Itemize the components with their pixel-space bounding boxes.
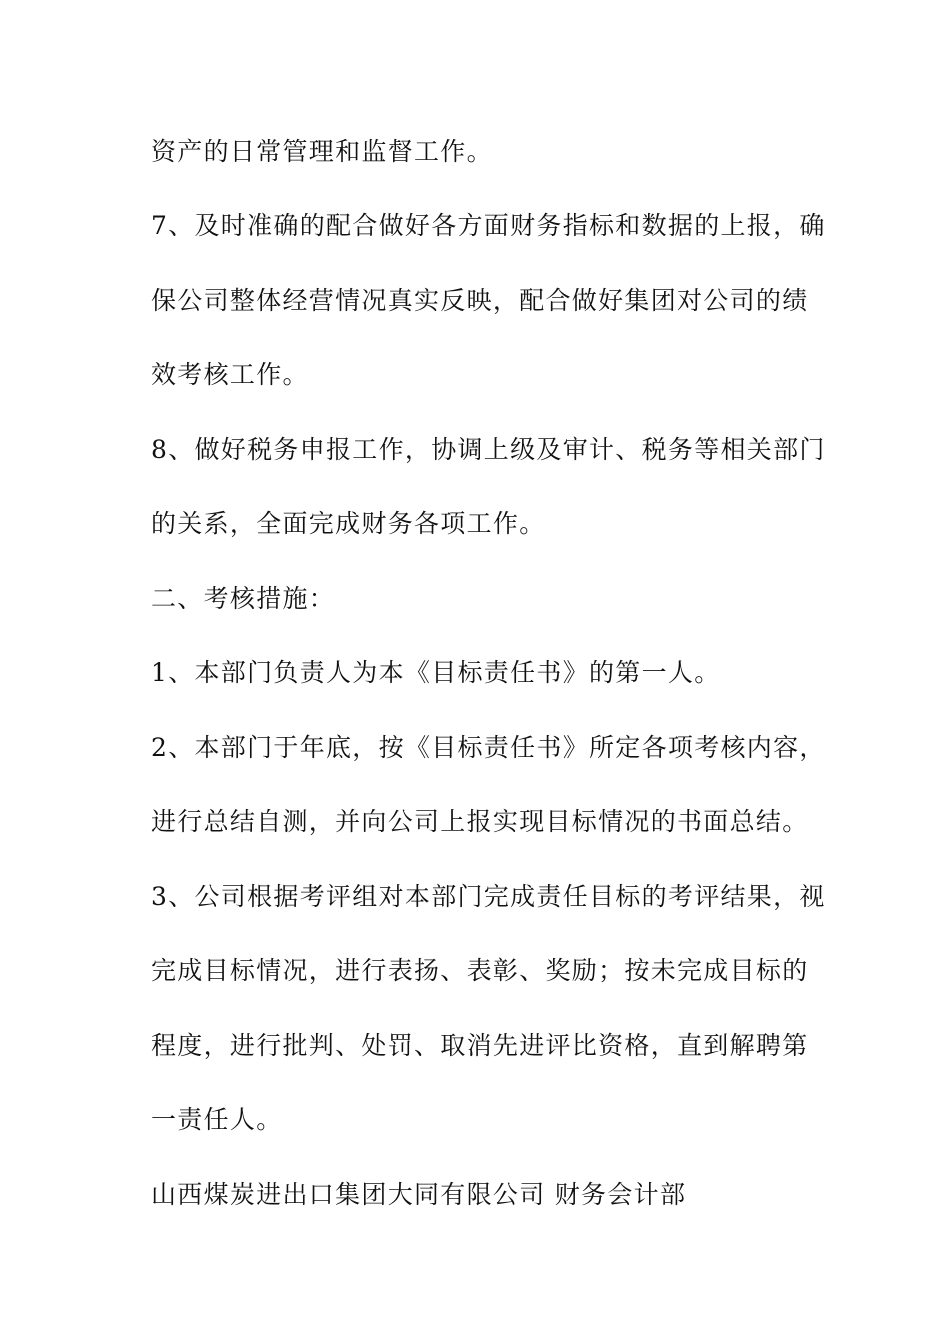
text-line: 1、本部门负责人为本《目标责任书》的第一人。 bbox=[151, 658, 721, 687]
text-line: 程度，进行批判、处罚、取消先进评比资格，直到解聘第 bbox=[151, 1031, 809, 1060]
text-line: 3、公司根据考评组对本部门完成责任目标的考评结果，视 bbox=[151, 882, 826, 911]
signature-line: 山西煤炭进出口集团大同有限公司 财务会计部 bbox=[151, 1180, 687, 1209]
text-line: 7、及时准确的配合做好各方面财务指标和数据的上报，确 bbox=[151, 211, 826, 240]
text-line: 完成目标情况，进行表扬、表彰、奖励；按未完成目标的 bbox=[151, 956, 809, 985]
text-line: 效考核工作。 bbox=[151, 360, 309, 389]
text-line: 的关系，全面完成财务各项工作。 bbox=[151, 509, 546, 538]
text-line: 保公司整体经营情况真实反映，配合做好集团对公司的绩 bbox=[151, 286, 809, 315]
text-line: 资产的日常管理和监督工作。 bbox=[151, 137, 493, 166]
text-line: 一责任人。 bbox=[151, 1105, 283, 1134]
text-line: 8、做好税务申报工作，协调上级及审计、税务等相关部门 bbox=[151, 435, 826, 464]
section-heading: 二、考核措施： bbox=[151, 584, 336, 613]
text-line: 进行总结自测，并向公司上报实现目标情况的书面总结。 bbox=[151, 807, 809, 836]
text-line: 2、本部门于年底，按《目标责任书》所定各项考核内容， bbox=[151, 733, 826, 762]
